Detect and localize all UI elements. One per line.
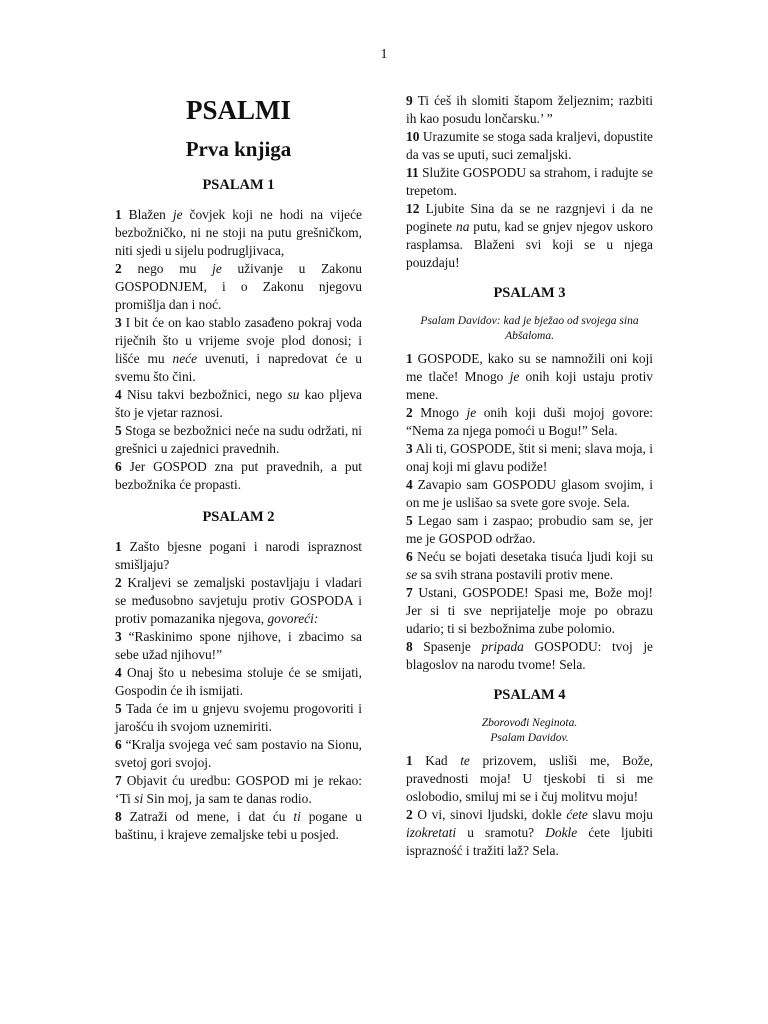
verse-number: 10 (406, 129, 420, 144)
verse-text: nego mu (121, 261, 213, 276)
verse-text: Zavapio sam GOSPODU glasom svojim, i on me je uslišao sa svete gore svoje. Sela. (406, 477, 653, 510)
verse-italic-text: izokretati (406, 825, 457, 840)
verse-text: uvenuti, i napredovat će u svemu što čini. (115, 351, 362, 384)
verse-number: 4 (115, 387, 122, 402)
verse-text: O vi, sinovi ljudski, dokle (412, 807, 567, 822)
psalm-2-heading: PSALAM 2 (202, 509, 275, 525)
verse-text: kao pljeva što je vjetar raznosi. (115, 387, 362, 420)
verse (115, 808, 362, 844)
verse-italic-text: Dokle (545, 825, 578, 840)
verse-text: slavu moju (587, 807, 653, 822)
verse-text: Sin moj, ja sam te danas rodio. (143, 791, 312, 806)
verse (406, 92, 653, 128)
verse (406, 548, 653, 584)
verse-text: Objavit ću uredbu: GOSPOD mi je rekao: ‘Ti (115, 773, 362, 806)
verse-number: 4 (115, 665, 122, 680)
verse-italic-text: je (466, 405, 477, 420)
verse-italic-text: ti (293, 809, 301, 824)
verse-number: 11 (406, 165, 419, 180)
verse-text: Blažen (121, 207, 173, 222)
verse (406, 512, 653, 548)
verse (115, 458, 362, 494)
verse-text: Onaj što u nebesima stoluje će se smijati, Gospodin će ih ismijati. (115, 665, 362, 698)
book-subtitle: Prva knjiga (185, 137, 292, 161)
verse-number: 7 (406, 585, 413, 600)
verse (406, 440, 653, 476)
verse-text: uživanje u Zakonu GOSPODNJEM, i o Zakonu njegovu promišlja dan i noć. (115, 261, 362, 312)
verse-number: 1 (115, 207, 122, 222)
verse-text: putu, kad se gnjev njegov uskoro rasplamsa. Blaženi svi koji se u njega pouzdaju! (406, 219, 653, 270)
verse-number: 3 (115, 629, 122, 644)
verse-text: pogane u baštinu, i krajeve zemaljske tebi u posjed. (115, 809, 362, 842)
verse-text: Ustani, GOSPODE! Spasi me, Bože moj! Jer si ti sve neprijatelje moje po obrazu udario; ti si bezbožnima zube polomio. (406, 585, 653, 636)
superscription-line: Zborovođi Neginota. (481, 717, 578, 729)
verse-number: 4 (406, 477, 413, 492)
verse (115, 206, 362, 260)
verse-text: prizovem, usliši me, Bože, pravednosti moja! U tjeskobi ti si me oslobodio, smiluj mi se i čuj molitvu moju! (406, 753, 653, 804)
verse-text: Legao sam i zaspao; probudio sam se, jer me je GOSPOD održao. (406, 513, 653, 546)
verse-number: 8 (406, 639, 413, 654)
psalm-1-verses (115, 206, 362, 494)
verse (115, 422, 362, 458)
verse-text: Kraljevi se zemaljski postavljaju i vladari se međusobno savjetuju protiv GOSPODA i protiv pomazanika njegova, (115, 575, 362, 626)
verse (115, 260, 362, 314)
verse-number: 7 (115, 773, 122, 788)
psalm-2-continued-verses (406, 92, 653, 272)
verse-text: onih koji duši mojoj govore: “Nema za njega pomoći u Bogu!” Sela. (406, 405, 653, 438)
verse (115, 314, 362, 386)
verse-text: Spasenje (412, 639, 482, 654)
verse-text: Kad (412, 753, 461, 768)
book-title: PSALMI (185, 95, 291, 125)
verse-number: 3 (115, 315, 122, 330)
psalm-2-verses (115, 538, 362, 844)
verse (406, 584, 653, 638)
verse-number: 2 (406, 405, 413, 420)
verse-number: 2 (115, 575, 122, 590)
left-column (115, 90, 362, 844)
verse (406, 164, 653, 200)
verse-number: 5 (115, 423, 122, 438)
verse-italic-text: pripada (481, 639, 524, 654)
verse-text: onih koji ustaju protiv mene. (406, 369, 653, 402)
psalm-4-heading: PSALAM 4 (493, 687, 566, 703)
verse (115, 538, 362, 574)
verse-number: 6 (115, 459, 122, 474)
verse (406, 476, 653, 512)
verse-number: 1 (115, 539, 122, 554)
verse (115, 772, 362, 808)
verse-text: “Kralja svojega već sam postavio na Sionu, svetoj gori svojoj. (115, 737, 362, 770)
verse-number: 6 (406, 549, 413, 564)
verse-number: 5 (115, 701, 122, 716)
verse (406, 752, 653, 806)
verse-text: I bit će on kao stablo zasađeno pokraj voda riječnih što u vrijeme svoje plod donosi; i lišće mu (115, 315, 362, 366)
verse (115, 700, 362, 736)
verse (406, 350, 653, 404)
verse-number: 2 (115, 261, 122, 276)
verse (406, 200, 653, 272)
verse-text: Zašto bjesne pogani i narodi ispraznost smišljaju? (115, 539, 362, 572)
psalm-3-superscription (406, 314, 653, 344)
verse (115, 736, 362, 772)
verse-number: 1 (406, 351, 413, 366)
verse-italic-text: na (456, 219, 470, 234)
verse-text: GOSPODE, kako su se namnožili oni koji me tlače! Mnogo (406, 351, 653, 384)
verse (406, 806, 653, 860)
verse-text: sa svih strana postavili protiv mene. (417, 567, 614, 582)
verse-text: Ti ćeš ih slomiti štapom željeznim; razbiti ih kao posudu lončarsku.’ ” (406, 93, 653, 126)
verse-text: GOSPODU: tvoj je blagoslov na narodu tvome! Sela. (406, 639, 654, 672)
verse-italic-text: je (212, 261, 222, 276)
psalm-4-verses (406, 752, 653, 860)
verse-text: Jer GOSPOD zna put pravednih, a put bezbožnika će propasti. (115, 459, 362, 492)
verse-italic-text: ćete (566, 807, 588, 822)
page-number: 1 (380, 47, 388, 62)
verse-text: “Raskinimo spone njihove, i zbacimo sa sebe užad njihovu!” (115, 629, 362, 662)
psalm-3-verses (406, 350, 653, 674)
verse-number: 12 (406, 201, 420, 216)
verse (115, 386, 362, 422)
verse-text: Služite GOSPODU sa strahom, i radujte se trepetom. (406, 165, 653, 198)
verse-text: Tada će im u gnjevu svojemu progovoriti i jarošću ih svojom uznemiriti. (115, 701, 362, 734)
verse-text: Stoga se bezbožnici neće na sudu održati, ni grešnici u zajednici pravednih. (115, 423, 362, 456)
psalm-1-heading: PSALAM 1 (202, 177, 275, 193)
verse (115, 574, 362, 628)
verse-number: 3 (406, 441, 413, 456)
verse-text: ćete ljubiti isprazność i tražiti laž? Sela. (406, 825, 653, 858)
verse-text: Mnogo (412, 405, 467, 420)
verse (406, 638, 653, 674)
verse-text: Urazumite se stoga sada kraljevi, dopustite da vas se uputi, suci zemaljski. (406, 129, 653, 162)
verse-text: Ali ti, GOSPODE, štit si meni; slava moja, i onaj koji mi glavu podiže! (406, 441, 653, 474)
verse-italic-text: je (509, 369, 520, 384)
verse-number: 2 (406, 807, 413, 822)
verse-text: Zatraži od mene, i dat ću (121, 809, 294, 824)
verse-text: čovjek koji ne hodi na vijeće bezbožničko, ni ne stoji na putu grešničkom, niti sjedi u sijelu podrugljivaca, (115, 207, 363, 258)
superscription-line: Psalam Davidov: kad je bježao od svojega sina Abšaloma. (420, 315, 639, 342)
verse-number: 8 (115, 809, 122, 824)
psalm-3-heading: PSALAM 3 (493, 285, 566, 301)
verse-number: 1 (406, 753, 413, 768)
verse-italic-text: te (460, 753, 470, 768)
right-column (406, 92, 653, 860)
verse-text: u sramotu? (456, 825, 546, 840)
verse (115, 628, 362, 664)
verse-number: 6 (115, 737, 122, 752)
verse-italic-text: neće (172, 351, 198, 366)
verse (406, 128, 653, 164)
verse-number: 9 (406, 93, 413, 108)
superscription-line: Psalam Davidov. (490, 732, 569, 744)
verse-italic-text: se (406, 567, 418, 582)
verse-italic-text: govoreći: (267, 611, 319, 626)
verse-text: Ljubite Sina da se ne razgnjevi i da ne poginete (406, 201, 653, 234)
verse-text: Neću se bojati desetaka tisuća ljudi koji su (412, 549, 653, 564)
verse-italic-text: su (287, 387, 300, 402)
verse-italic-text: je (172, 207, 183, 222)
verse (115, 664, 362, 700)
verse-number: 5 (406, 513, 413, 528)
psalm-4-superscription (406, 716, 653, 746)
verse-text: Nisu takvi bezbožnici, nego (121, 387, 288, 402)
verse-italic-text: si (134, 791, 144, 806)
verse (406, 404, 653, 440)
